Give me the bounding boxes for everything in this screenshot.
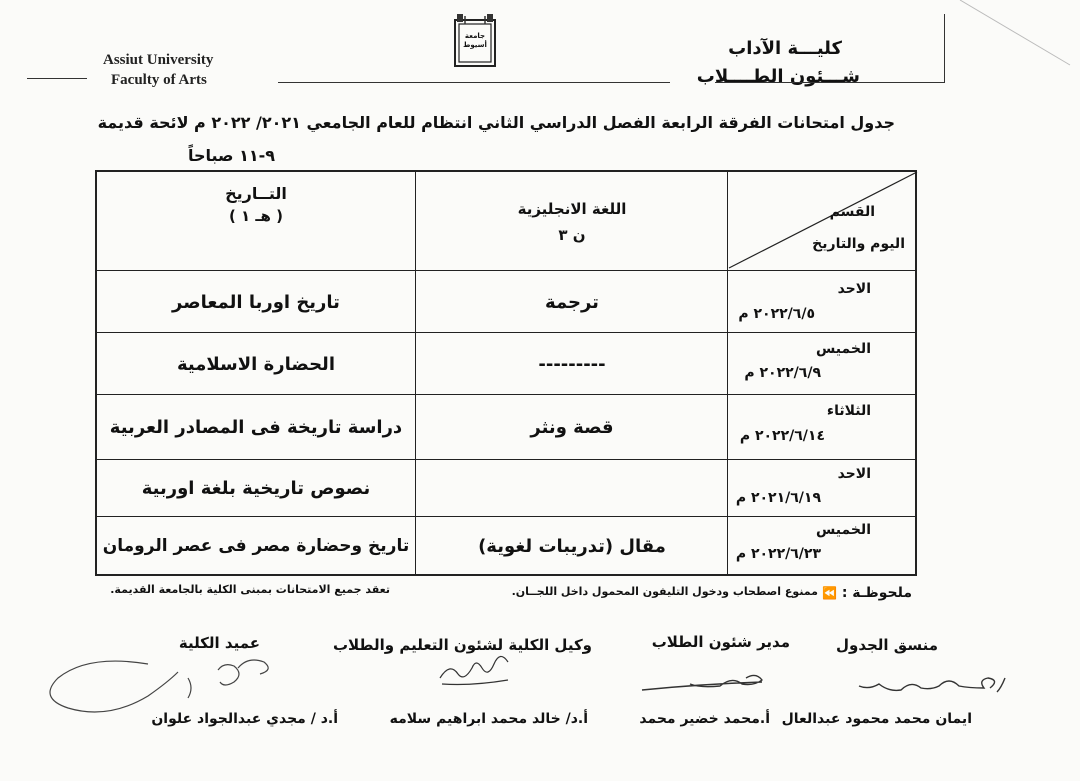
row-english-exam: ترجمة	[545, 291, 599, 313]
signature-name-dean: أ.د / مجدي عبدالجواد علوان	[151, 711, 338, 727]
row-english-exam	[417, 461, 727, 516]
row-history-exam: نصوص تاريخية بلغة اوربية	[141, 478, 371, 499]
signature-title-vice-dean: وكيل الكلية لشئون التعليم والطلاب	[332, 636, 592, 654]
row-english-exam: قصة ونثر	[530, 416, 614, 438]
university-logo	[453, 12, 497, 68]
row-date: ٢٠٢١/٦/١٩ م	[735, 490, 821, 506]
exam-table	[95, 170, 917, 576]
row-day: الاحد	[837, 466, 871, 482]
row-day: الخميس	[815, 341, 871, 357]
row-day: الاحد	[837, 281, 871, 297]
signature-scribble-affairs-director	[636, 664, 776, 694]
row-date: ٢٠٢٢/٦/٥ م	[738, 306, 815, 322]
signature-name-coordinator: ايمان محمد محمود عبدالعال	[781, 711, 972, 727]
col-room-history: ( هـ ١ )	[228, 206, 284, 225]
signature-title-affairs-director: مدير شئون الطلاب	[651, 633, 790, 651]
corner-diagonal	[729, 172, 917, 270]
row-date: ٢٠٢٢/٦/٩ م	[744, 365, 821, 381]
faculty-name-ar: كليـــة الآداب	[728, 38, 842, 59]
exam-time: ٩-١١ صباحاً	[187, 146, 275, 165]
center-header-rule	[278, 82, 670, 83]
corner-day-date-label: اليوم والتاريخ	[812, 236, 905, 252]
corner-department-label: القسم	[829, 204, 875, 220]
notes-label: ملحوظـة :	[841, 585, 912, 601]
note-exam-location: تعقد جميع الامتحانات بمبنى الكلية بالجامعة القديمة.	[110, 583, 390, 596]
col-name-english: اللغة الانجليزية	[517, 200, 627, 218]
faculty-name-en: Faculty of Arts	[111, 72, 207, 88]
arrow-icon: ⏪	[822, 586, 837, 600]
row-day: الخميس	[815, 522, 871, 538]
signature-name-affairs-director: أ.محمد خضير محمد	[639, 711, 770, 727]
col-header-english	[417, 182, 727, 262]
row-english-exam: ---------	[538, 353, 606, 375]
col-header-history	[97, 174, 415, 234]
row-english-exam: مقال (تدريبات لغوية)	[478, 535, 666, 557]
left-header-rule	[27, 78, 87, 79]
col-room-english: ن ٣	[558, 226, 586, 244]
exam-schedule-title: جدول امتحانات الفرقة الرابعة الفصل الدراسي الثاني انتظام للعام الجامعي ٢٠٢١/ ٢٠٢٢ م لائحة قديمة	[97, 113, 895, 132]
signature-scribble-dean	[38, 648, 278, 718]
row-date: ٢٠٢٢/٦/١٤ م	[739, 428, 825, 444]
row-date: ٢٠٢٢/٦/٢٣ م	[735, 546, 821, 562]
corner-fold-line	[960, 0, 1080, 70]
right-header-vrule	[944, 14, 945, 82]
row-history-exam: الحضارة الاسلامية	[176, 353, 335, 375]
note-phone-ban: ممنوع اصطحاب ودخول التليفون المحمول داخل اللجــان.	[511, 585, 818, 598]
signature-title-coordinator: منسق الجدول	[835, 636, 938, 654]
row-history-exam: تاريخ اوربا المعاصر	[172, 291, 340, 313]
row-day: الثلاثاء	[826, 403, 871, 419]
signature-scribble-vice-dean	[436, 654, 516, 688]
row-history-exam: تاريخ وحضارة مصر فى عصر الرومان	[102, 536, 410, 556]
dept-name-ar: شـــئون الطــــلاب	[696, 66, 860, 87]
right-header-rule	[715, 82, 945, 83]
signature-title-dean: عميد الكلية	[178, 634, 260, 652]
col-name-history: التــاريخ	[225, 183, 287, 203]
signature-scribble-coordinator	[830, 668, 1010, 698]
row-history-exam: دراسة تاريخة فى المصادر العربية	[109, 416, 403, 438]
logo-text: جامعة أسيوط	[463, 32, 487, 49]
signature-name-vice-dean: أ.د/ خالد محمد ابراهيم سلامه	[389, 711, 588, 727]
university-name-en: Assiut University	[103, 52, 214, 68]
